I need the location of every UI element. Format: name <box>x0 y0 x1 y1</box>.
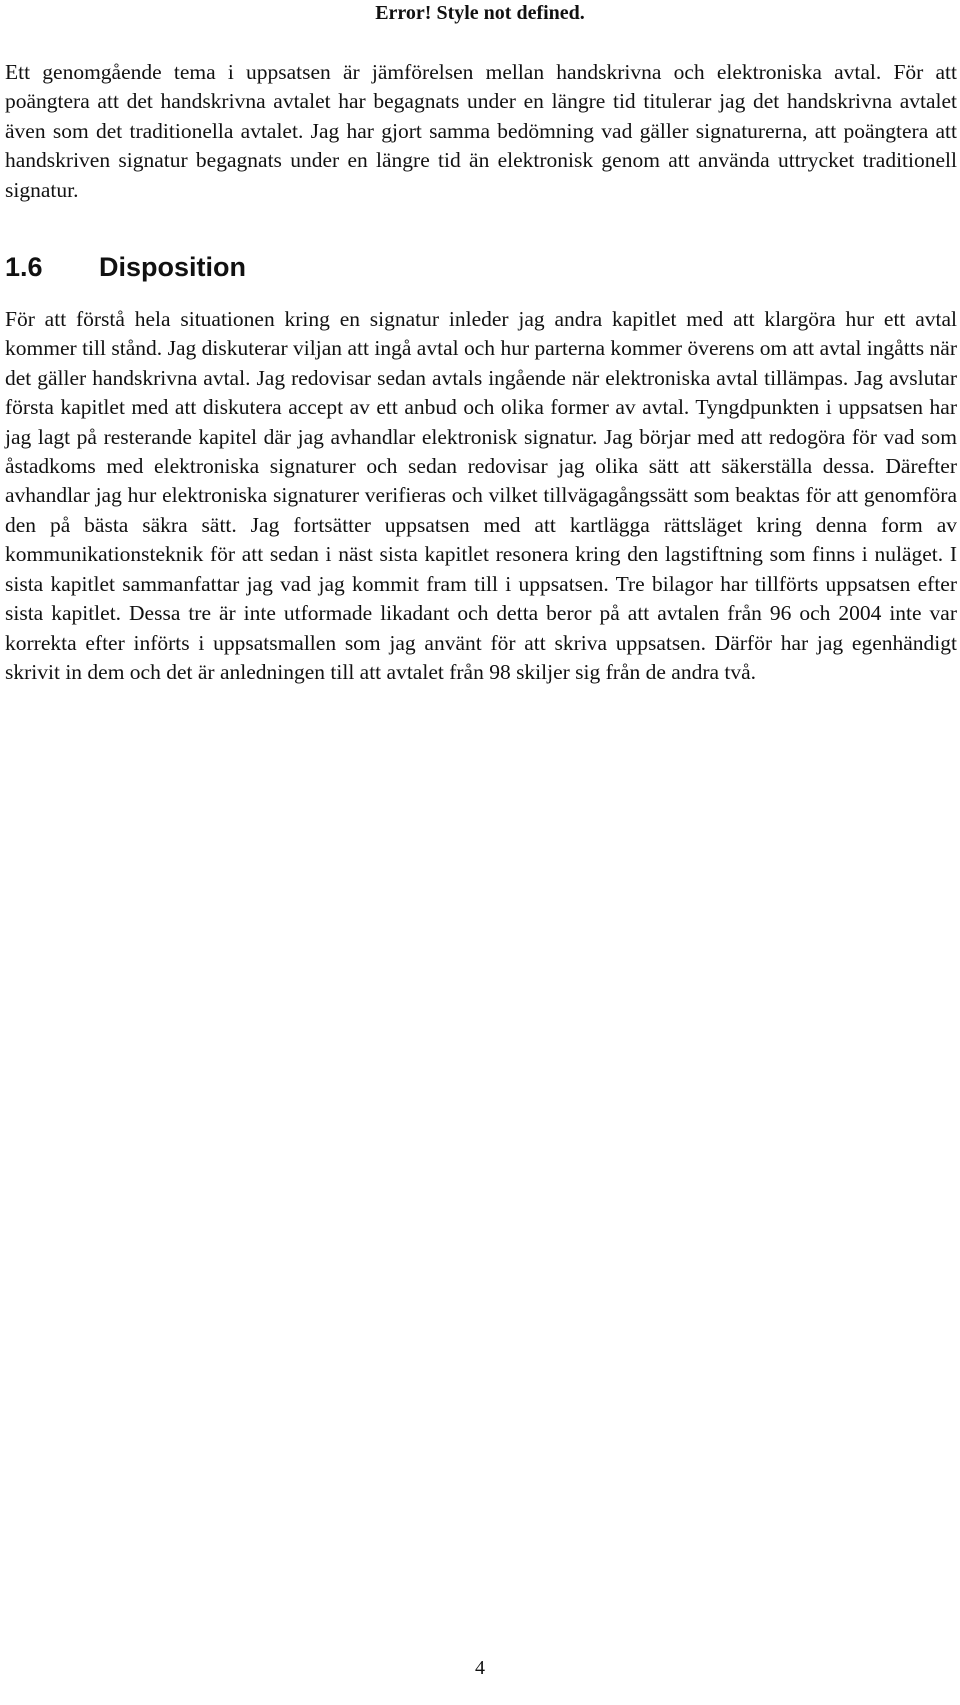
page-header: Error! Style not defined. <box>375 2 585 24</box>
section-title: Disposition <box>99 252 246 283</box>
document-body <box>5 58 957 687</box>
page-number: 4 <box>475 1657 485 1679</box>
disposition-paragraph: För att förstå hela situationen kring en signatur inleder jag andra kapitlet med att klargöra hur ett avtal kommer till stånd. Jag diskuterar viljan att ingå avtal och hur parterna kommer överens om att avtal ingåtts när det gäller handskrivna avtal. Jag redovisar sedan avtals ingående när elektroniska avtal tillämpas. Jag avslutar första kapitlet med att diskutera accept av ett anbud och olika former av avtal. Tyngdpunkten i uppsatsen har jag lagt på resterande kapitel där jag avhandlar elektronisk signatur. Jag börjar med att redogöra för vad som åstadkoms med elektroniska signaturer och sedan redovisar jag olika sätt att säkerställa dessa. Därefter avhandlar jag hur elektroniska signaturer verifieras och vilket tillvägagångssätt som beaktas för att genomföra den på bästa säkra sätt. Jag fortsätter uppsatsen med att kartlägga rättsläget kring denna form av kommunikationsteknik för att sedan i näst sista kapitlet resonera kring den lagstiftning som finns i nuläget. I sista kapitlet sammanfattar jag vad jag kommit fram till i uppsatsen. Tre bilagor har tillförts uppsatsen efter sista kapitlet. Dessa tre är inte utformade likadant och detta beror på att avtalen från 96 och 2004 inte var korrekta efter införts i uppsatsmallen som jag använt för att skriva uppsatsen. Därför har jag egenhändigt skrivit in dem och det är anledningen till att avtalet från 98 skiljer sig från de andra två. <box>5 307 957 684</box>
section-number: 1.6 <box>5 252 43 283</box>
intro-paragraph: Ett genomgående tema i uppsatsen är jämförelsen mellan handskrivna och elektroniska avtal. För att poängtera att det handskrivna avtalet har begagnats under en längre tid titulerar jag det handskrivna avtalet även som det traditionella avtalet. Jag har gjort samma bedömning vad gäller signaturerna, att poängtera att handskriven signatur begagnats under en längre tid än elektronisk genom att använda uttrycket traditionell signatur. <box>5 60 957 202</box>
section-heading <box>5 251 957 283</box>
